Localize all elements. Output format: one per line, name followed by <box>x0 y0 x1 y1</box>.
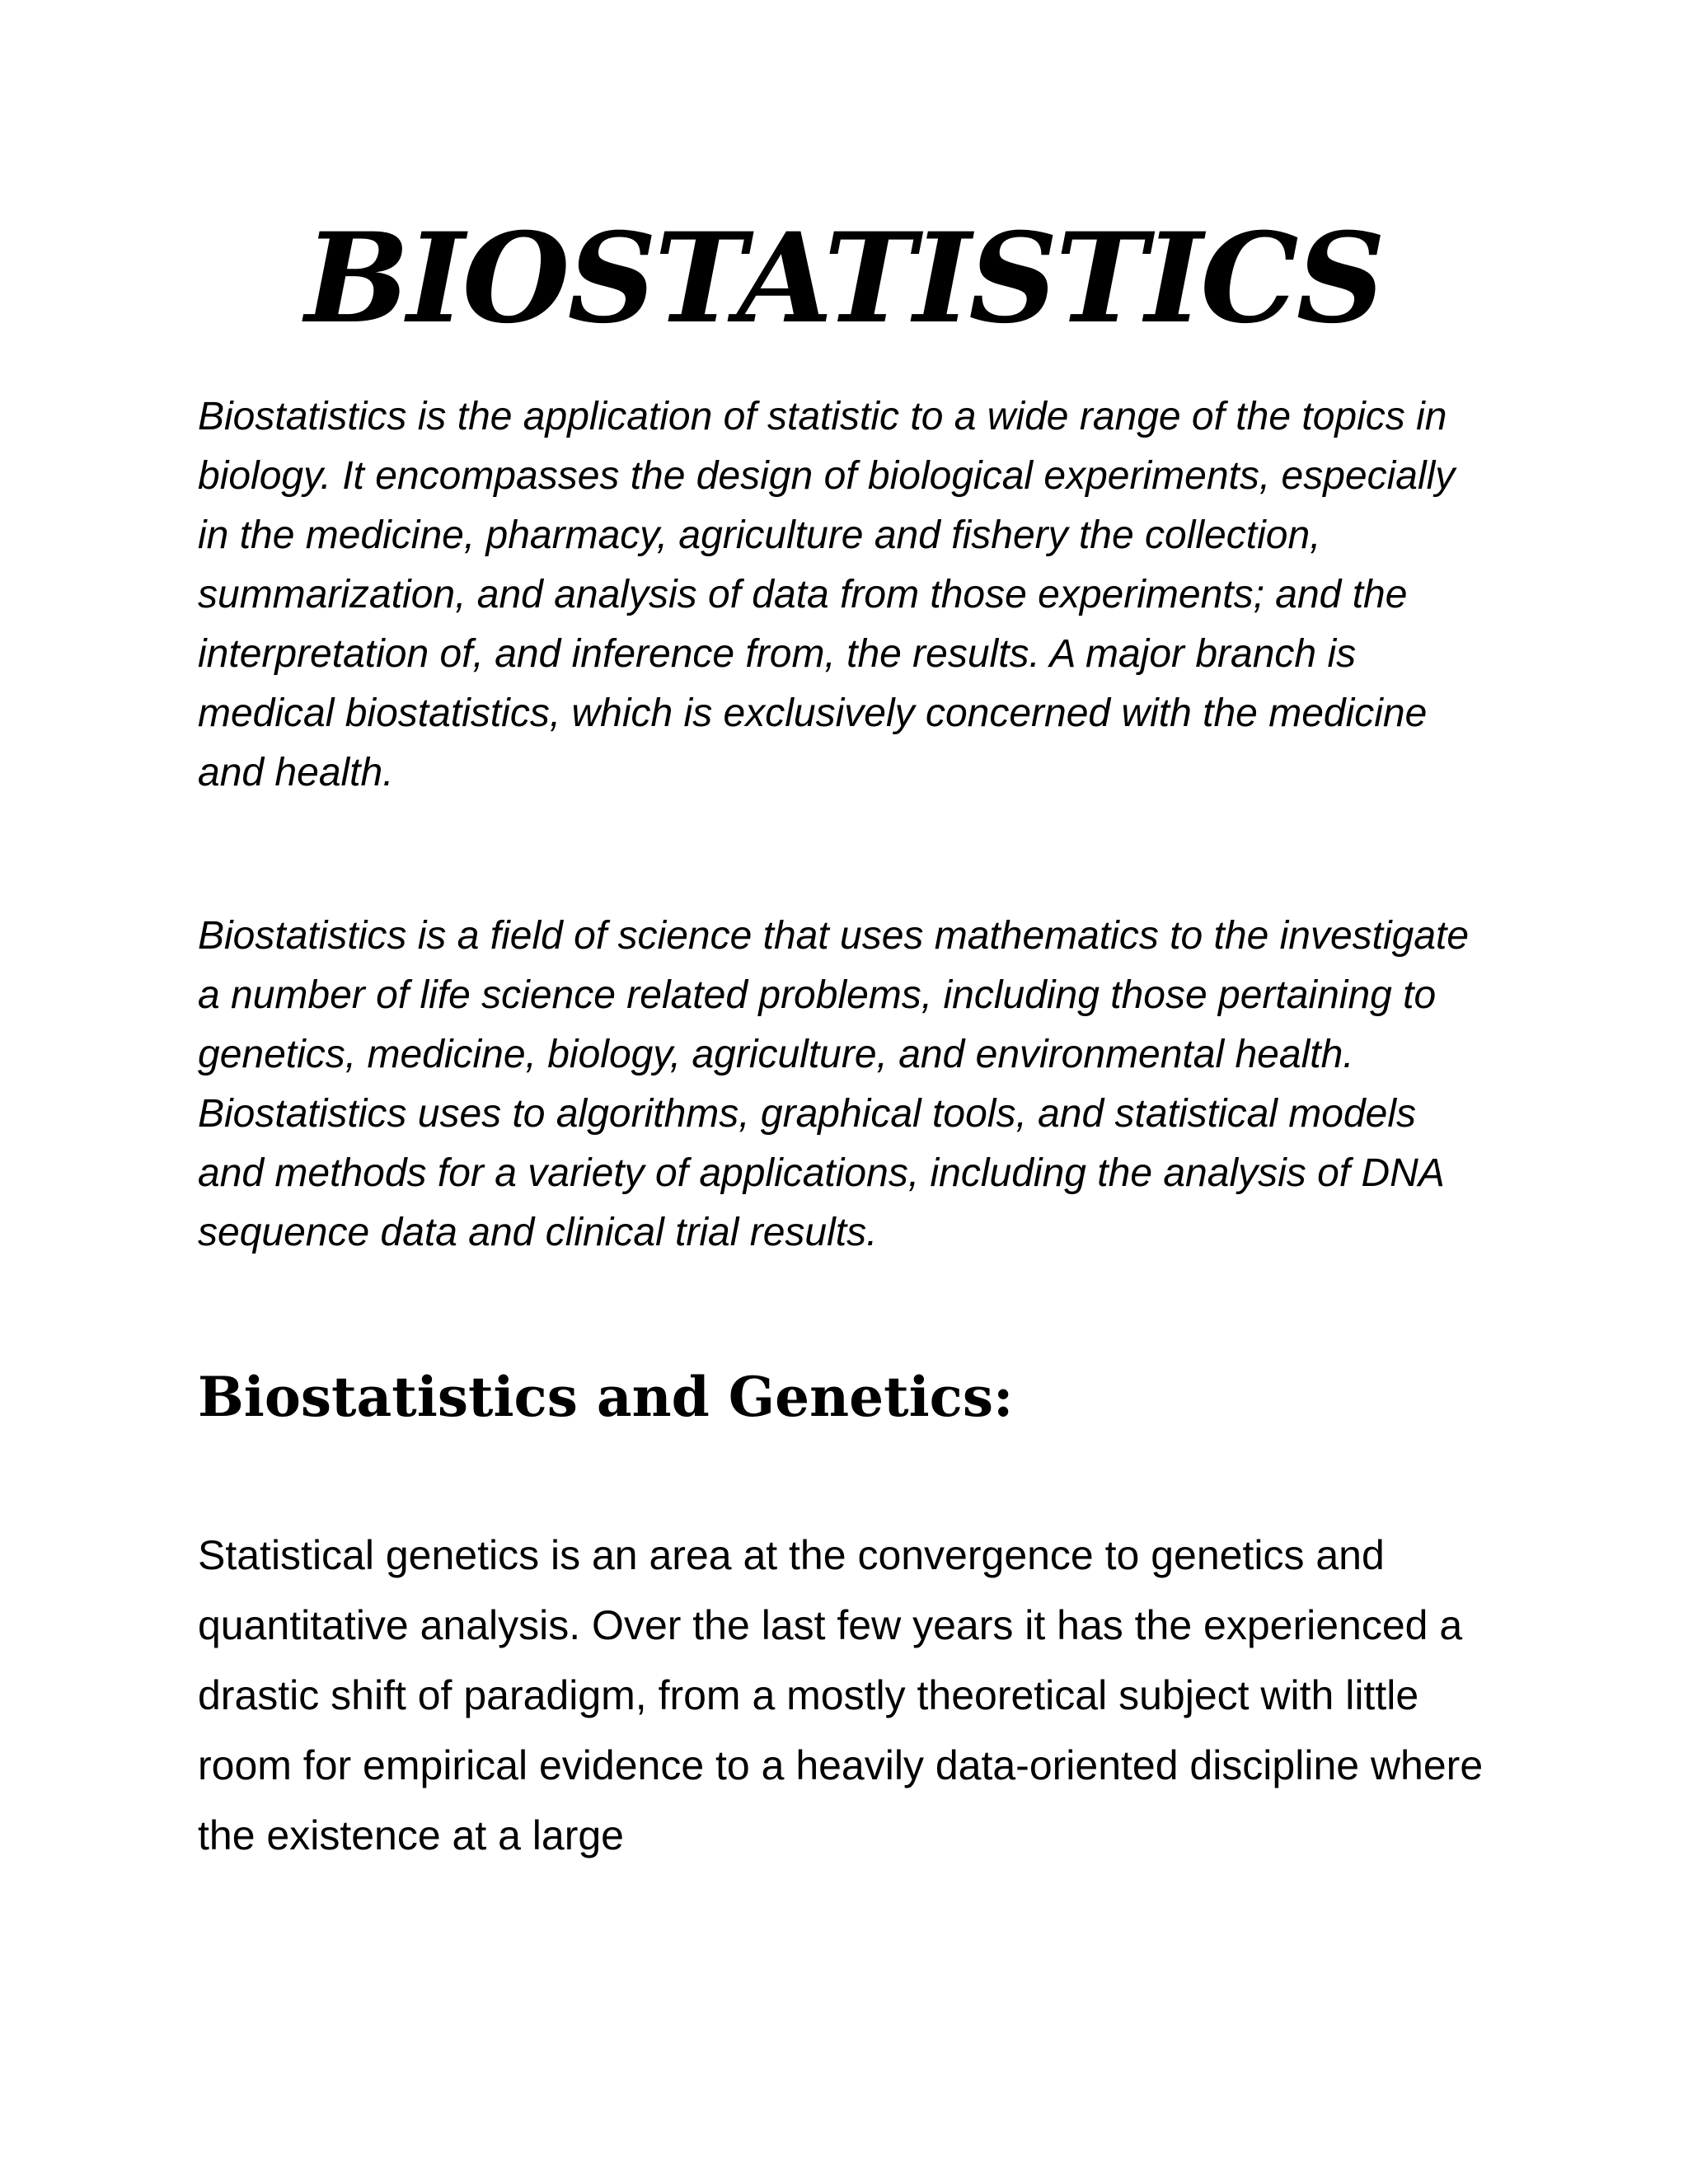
section-heading: Biostatistics and Genetics: <box>198 1365 1014 1429</box>
intro-paragraph: Biostatistics is the application of statistic to a wide range of the topics in biology. It encompasses the design of biological experiments, especially in the medicine, pharmacy, agriculture and fishery the collection, summarization, and analysis of data from those experiments; and the interpretation of, and inference from, the results. A major branch is medical biostatistics, which is exclusively concerned with the medicine and health. <box>198 395 1456 794</box>
genetics-paragraph: Statistical genetics is an area at the convergence to genetics and quantitative analysis. Over the last few years it has the experienced a drastic shift of paradigm, from a mostly theoretical subject with little room for empirical evidence to a heavily data-oriented discipline where the existence at a large <box>198 1532 1484 1858</box>
field-description-paragraph: Biostatistics is a field of science that uses mathematics to the investigate a number of life science related problems, including those pertaining to genetics, medicine, biology, agriculture, and environmental health. Biostatistics uses to algorithms, graphical tools, and statistical models and methods for a variety of applications, including the analysis of DNA sequence data and clinical trial results. <box>198 914 1470 1254</box>
document-title: BIOSTATISTICS <box>304 206 1384 351</box>
